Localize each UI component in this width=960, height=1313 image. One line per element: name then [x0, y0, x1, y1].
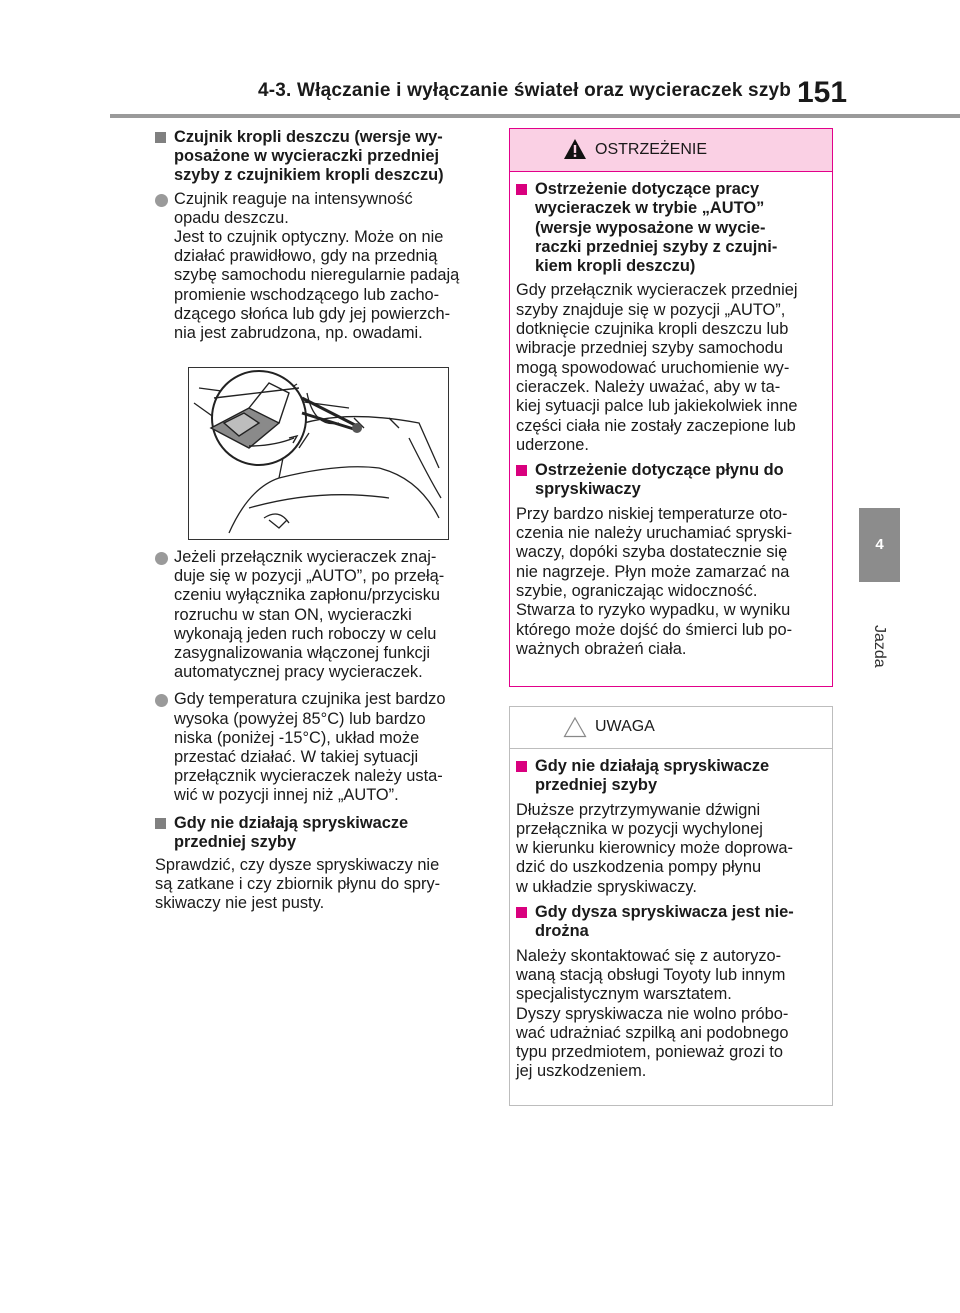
text-line: szyby znajduje się w pozycji „AUTO”,: [516, 300, 786, 319]
bullet-auto-position: [155, 548, 485, 682]
note-paragraph-washers: [516, 801, 823, 897]
text-block: [535, 903, 794, 940]
text-line: wysoka (powyżej 85°C) lub bardzo: [174, 709, 426, 728]
text-line: cieraczek. Należy uważać, aby w ta-: [516, 377, 781, 396]
square-bullet-icon: [516, 184, 527, 195]
text-line: nie nagrzeje. Płyn może zamarzać na: [516, 562, 790, 581]
text-line: automatycznej pracy wycieraczek.: [174, 663, 423, 682]
warning-header: [510, 129, 832, 172]
warning-paragraph-fluid: [516, 505, 823, 659]
warning-box: [509, 128, 833, 687]
text-line: części ciała nie zostały zaczepione lub: [516, 416, 796, 435]
text-block: [174, 690, 446, 804]
text-line: w kierunku kierownicy może doprowa-: [516, 839, 793, 858]
rain-sensor-illustration: [188, 367, 449, 540]
heading-washers-not-working: [155, 814, 485, 852]
text-line: Dłuższe przytrzymywanie dźwigni: [516, 800, 761, 819]
text-line: (wersje wyposażone w wycie-: [535, 218, 766, 237]
text-line: przedniej szyby: [174, 832, 297, 851]
text-line: waczy, dopóki szyba dostatecznie się: [516, 543, 788, 562]
text-line: są zatkane i czy zbiornik płynu do spry-: [155, 875, 441, 894]
round-bullet-icon: [155, 694, 168, 707]
square-bullet-icon: [155, 818, 166, 829]
text-line: duje się w pozycji „AUTO”, po przełą-: [174, 567, 445, 586]
square-bullet-icon: [516, 907, 527, 918]
text-line: wibracje przedniej szyby samochodu: [516, 339, 783, 358]
text-line: uderzone.: [516, 435, 589, 454]
text-block: [535, 180, 777, 275]
text-line: Należy skontaktować się z autoryzo-: [516, 946, 782, 965]
text-line: przedniej szyby: [535, 776, 658, 795]
text-line: opadu deszczu.: [174, 208, 289, 227]
text-line: Ostrzeżenie dotyczące płynu do: [535, 461, 784, 480]
text-line: szybie, ograniczając widoczność.: [516, 581, 758, 600]
bullet-sensor-intensity: [155, 190, 485, 344]
text-line: nia jest zabrudzona, np. owadami.: [174, 324, 423, 343]
text-block: [174, 128, 444, 184]
text-line: wić w pozycji innej niż „AUTO”.: [174, 786, 399, 805]
text-line: kiej sytuacji palce lub jakiekolwiek inne: [516, 397, 798, 416]
caution-triangle-icon: [563, 716, 587, 738]
text-line: Czujnik reaguje na intensywność: [174, 189, 413, 208]
text-line: jej uszkodzeniem.: [516, 1062, 647, 1081]
paragraph-check-nozzles: [155, 856, 485, 914]
square-bullet-icon: [516, 465, 527, 476]
text-line: Gdy nie działają spryskiwacze: [174, 813, 409, 832]
text-line: czenia nie należy uruchamiać spryski-: [516, 524, 793, 543]
text-line: Sprawdzić, czy dysze spryskiwaczy nie: [155, 856, 440, 875]
chapter-label: Jazda: [871, 625, 888, 668]
text-line: Jeżeli przełącznik wycieraczek znaj-: [174, 548, 437, 566]
text-line: mogą spowodować uruchomienie wy-: [516, 358, 790, 377]
text-line: dzącego słońca lub gdy jej powierzch-: [174, 304, 451, 323]
text-line: spryskiwaczy: [535, 480, 641, 499]
text-block: [174, 814, 408, 851]
round-bullet-icon: [155, 552, 168, 565]
note-title: UWAGA: [595, 718, 655, 735]
text-line: Gdy nie działają spryskiwacze: [535, 757, 770, 775]
warning-heading-auto: [516, 180, 823, 276]
text-line: zasygnalizowania włączonej funkcji: [174, 644, 431, 663]
text-line: Ostrzeżenie dotyczące pracy: [535, 180, 760, 198]
warning-paragraph-auto: [516, 281, 823, 455]
text-line: dzić do uszkodzenia pompy płynu: [516, 858, 762, 877]
text-line: przestać działać. W takiej sytuacji: [174, 748, 419, 767]
text-line: wycieraczek w trybie „AUTO”: [535, 199, 765, 218]
left-column-lower: [155, 548, 485, 920]
text-line: przełącznika w pozycji wychylonej: [516, 819, 763, 838]
text-line: drożna: [535, 922, 589, 941]
section-title: 4-3. Włączanie i wyłączanie świateł oraz wycieraczek szyb: [258, 80, 792, 101]
text-line: posażone w wycieraczki przedniej: [174, 147, 440, 166]
text-line: czeniu wyłącznika zapłonu/przycisku: [174, 586, 441, 605]
text-line: waną stacją obsługi Toyoty lub innym: [516, 965, 786, 984]
text-block: [516, 505, 792, 658]
text-line: kiem kropli deszczu): [535, 257, 696, 276]
text-line: którego może dojść do śmierci lub po-: [516, 620, 793, 639]
text-line: wać udrażniać szpilką ani podobnego: [516, 1023, 789, 1042]
text-line: szybę samochodu nieregularnie padają: [174, 266, 460, 285]
heading-rain-sensor: [155, 128, 485, 186]
note-paragraph-nozzle: [516, 947, 823, 1082]
text-line: typu przedmiotem, ponieważ grozi to: [516, 1043, 783, 1062]
header-divider: [110, 114, 960, 118]
note-box: [509, 706, 833, 1106]
text-block: [174, 548, 444, 681]
text-line: Gdy temperatura czujnika jest bardzo: [174, 690, 446, 709]
page-number: 151: [797, 76, 848, 109]
bullet-temperature: [155, 690, 485, 805]
square-bullet-icon: [516, 761, 527, 772]
text-block: [155, 856, 440, 912]
square-bullet-icon: [155, 132, 166, 143]
text-line: Przy bardzo niskiej temperaturze oto-: [516, 504, 788, 523]
warning-title: OSTRZEŻENIE: [595, 141, 708, 158]
text-line: szyby z czujnikiem kropli deszczu): [174, 166, 444, 185]
note-heading-washers: [516, 757, 823, 796]
text-line: Dyszy spryskiwacza nie wolno próbo-: [516, 1004, 789, 1023]
text-line: Gdy przełącznik wycieraczek przedniej: [516, 281, 798, 300]
note-body: [510, 749, 832, 1082]
text-line: przełącznik wycieraczek należy usta-: [174, 767, 443, 786]
text-block: [516, 281, 798, 453]
text-block: [516, 801, 793, 896]
warning-triangle-icon: [563, 138, 587, 160]
text-line: działać prawidłowo, gdy na przednią: [174, 247, 438, 266]
text-block: [535, 757, 769, 794]
note-heading-nozzle: [516, 903, 823, 942]
text-line: wykonają jeden ruch roboczy w celu: [174, 624, 437, 643]
warning-heading-fluid: [516, 461, 823, 500]
text-line: specjalistycznym warsztatem.: [516, 985, 732, 1004]
text-line: dotknięcie czujnika kropli deszczu lub: [516, 320, 789, 339]
left-column: [155, 128, 485, 351]
windshield-sensor-drawing: [189, 368, 448, 539]
text-line: Gdy dysza spryskiwacza jest nie-: [535, 903, 794, 922]
text-line: skiwaczy nie jest pusty.: [155, 894, 325, 913]
text-line: niska (poniżej -15°C), układ może: [174, 728, 420, 747]
text-line: ważnych obrażeń ciała.: [516, 639, 687, 658]
text-line: promienie wschodzącego lub zacho-: [174, 285, 440, 304]
warning-body: [510, 172, 832, 659]
text-line: w układzie spryskiwaczy.: [516, 877, 697, 896]
text-block: [174, 190, 459, 342]
text-line: Stwarza to ryzyko wypadku, w wyniku: [516, 601, 791, 620]
text-block: [535, 461, 784, 498]
round-bullet-icon: [155, 194, 168, 207]
text-block: [516, 947, 788, 1081]
chapter-tab: 4: [859, 508, 900, 582]
text-line: raczki przedniej szyby z czujni-: [535, 237, 778, 256]
note-header: [510, 707, 832, 749]
text-line: rozruchu w stan ON, wycieraczki: [174, 605, 412, 624]
text-line: Czujnik kropli deszczu (wersje wy-: [174, 128, 443, 146]
text-line: Jest to czujnik optyczny. Może on nie: [174, 228, 444, 247]
